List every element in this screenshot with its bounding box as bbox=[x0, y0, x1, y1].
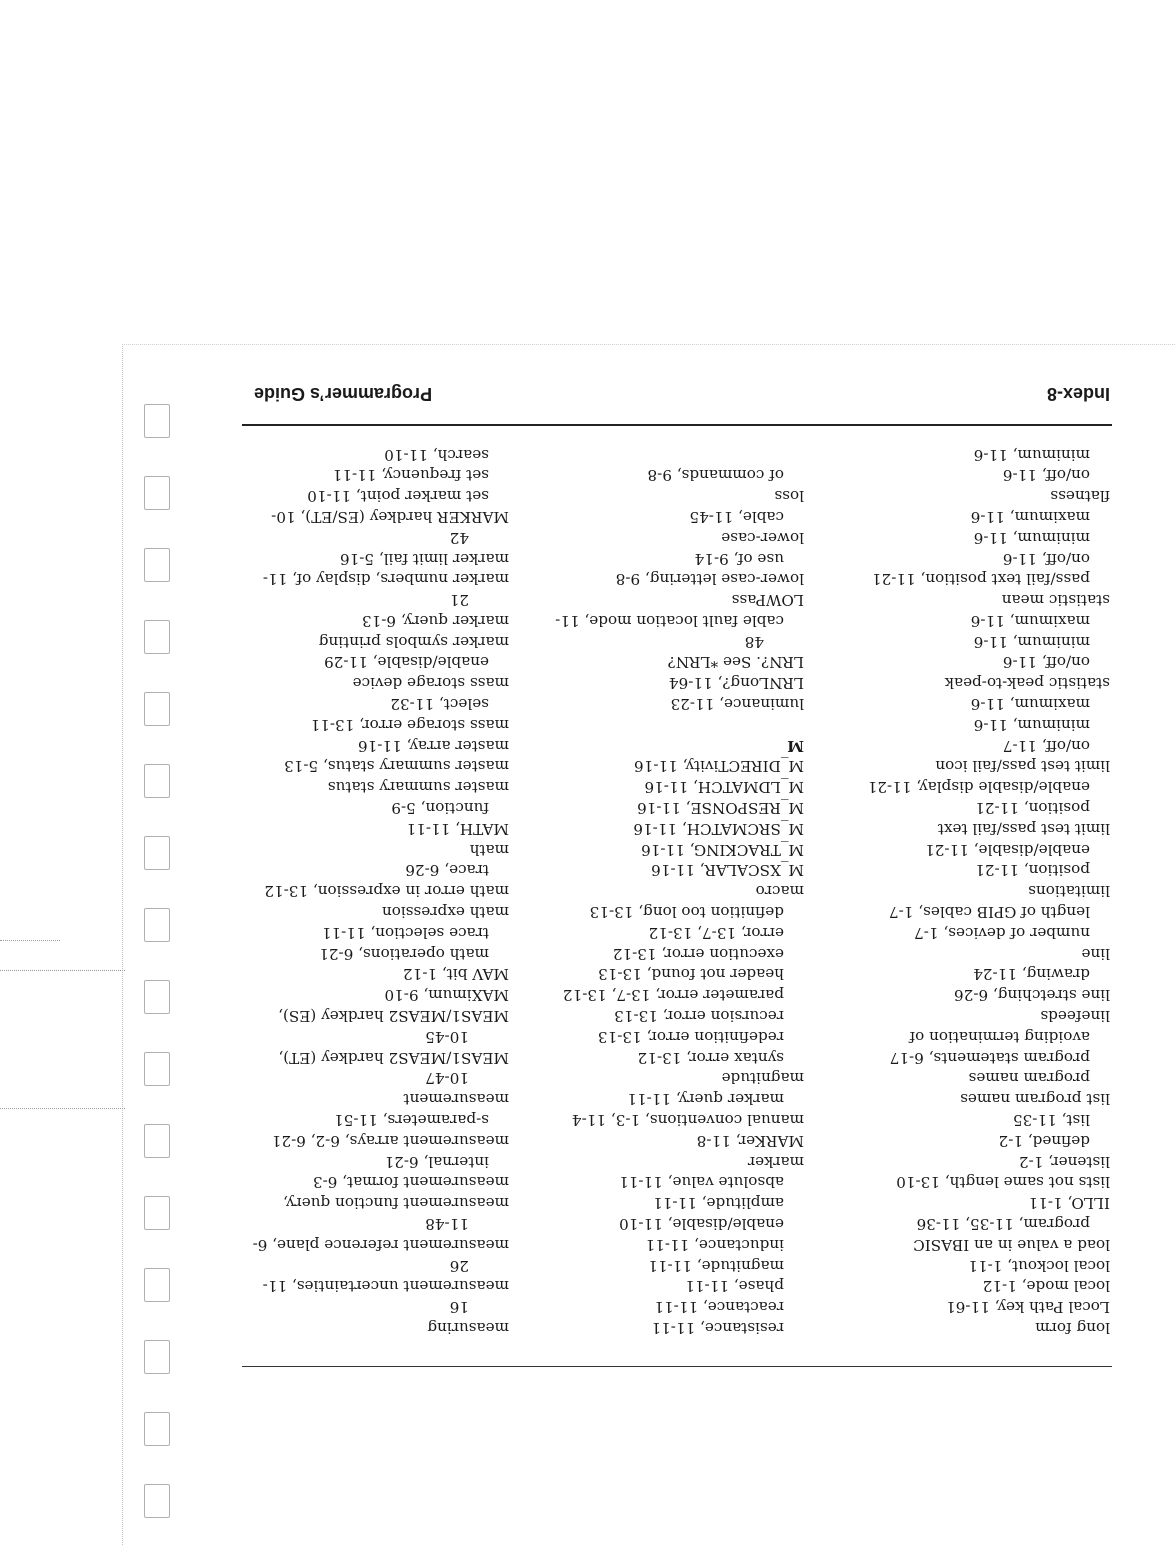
index-entry: trace selection, 11-11 bbox=[321, 923, 489, 942]
index-entry: Local Path key, 11-61 bbox=[946, 1298, 1110, 1317]
index-entry: on/off, 11-6 bbox=[1002, 466, 1090, 485]
index-entry: minimum, 11-6 bbox=[973, 445, 1090, 464]
binder-hole bbox=[144, 1412, 170, 1446]
index-entry: lists not same length, 13-10 bbox=[896, 1173, 1110, 1192]
index-entry: MEAS1/MEAS2 hardkey (ET), bbox=[278, 1048, 509, 1067]
index-entry: measurement arrays, 6-2, 6-21 bbox=[271, 1131, 509, 1150]
index-entry: measurement format, 6-3 bbox=[312, 1173, 509, 1192]
index-entry: ILLO, 1-11 bbox=[1028, 1194, 1110, 1213]
index-entry: trace, 6-26 bbox=[405, 861, 489, 880]
index-entry: math error in expression, 13-12 bbox=[264, 882, 509, 901]
index-entry: M_XSCALAR, 11-16 bbox=[651, 861, 804, 880]
index-entry: MEAS1/MEAS2 hardkey (ES), bbox=[278, 1007, 509, 1026]
index-entry: flatness bbox=[1050, 487, 1110, 506]
index-entry: cable fault location mode, 11- bbox=[555, 611, 784, 630]
index-entry: line bbox=[1081, 944, 1110, 963]
binder-hole bbox=[144, 404, 170, 438]
index-entry: 21 bbox=[449, 591, 469, 610]
index-entry: magnitude, 11-11 bbox=[648, 1256, 784, 1275]
index-entry: math expression bbox=[381, 903, 509, 922]
section-letter: M bbox=[787, 736, 804, 755]
index-page bbox=[242, 372, 1112, 1372]
index-entry: set frequency, 11-11 bbox=[332, 466, 489, 485]
index-entry: master summary status, 5-13 bbox=[284, 757, 509, 776]
index-entry: mass storage device bbox=[352, 674, 509, 693]
index-entry: 10-47 bbox=[425, 1069, 469, 1088]
index-entry: magnitude bbox=[721, 1069, 804, 1088]
crop-line bbox=[0, 1108, 125, 1109]
binder-hole bbox=[144, 1052, 170, 1086]
index-entry: 48 bbox=[744, 632, 764, 651]
index-entry: cable, 11-45 bbox=[689, 507, 784, 526]
binder-hole bbox=[144, 1196, 170, 1230]
index-entry: statistic mean bbox=[1001, 591, 1110, 610]
index-entry: marker bbox=[747, 1152, 804, 1171]
index-entry: loss bbox=[774, 487, 804, 506]
index-entry: LRNLong?, 11-64 bbox=[668, 674, 804, 693]
index-entry: enable/disable, 11-29 bbox=[324, 653, 489, 672]
index-entry: s-parameters, 11-51 bbox=[334, 1111, 489, 1130]
binder-hole bbox=[144, 692, 170, 726]
index-entry: 16 bbox=[449, 1298, 469, 1317]
index-entry: pass/fail text position, 11-21 bbox=[871, 570, 1090, 589]
index-entry: statistic peak-to-peak bbox=[944, 674, 1110, 693]
index-entry: limitations bbox=[1028, 882, 1110, 901]
binder-hole bbox=[144, 476, 170, 510]
index-entry: math operations, 6-21 bbox=[319, 944, 489, 963]
index-entry: resistance, 11-11 bbox=[651, 1319, 784, 1337]
index-entry: load a value in an IBASIC bbox=[913, 1235, 1110, 1254]
binder-hole bbox=[144, 836, 170, 870]
index-entry: marker limit fail, 5-16 bbox=[339, 549, 509, 568]
index-entry: program statements, 6-17 bbox=[889, 1048, 1090, 1067]
index-entry: syntax error, 13-12 bbox=[637, 1048, 784, 1067]
index-entry: measurement function query, bbox=[283, 1194, 509, 1213]
index-entry: master array, 11-16 bbox=[357, 736, 509, 755]
index-entry: measuring bbox=[427, 1319, 509, 1337]
index-entry: list program names bbox=[960, 1090, 1110, 1109]
index-entry: MAXimum, 9-10 bbox=[384, 986, 509, 1005]
top-rule bbox=[242, 1366, 1112, 1367]
index-entry: use of, 9-14 bbox=[694, 549, 784, 568]
index-entry: phase, 11-11 bbox=[685, 1277, 784, 1296]
index-entry: master summary status bbox=[327, 778, 509, 797]
index-entry: of commands, 9-8 bbox=[647, 466, 784, 485]
book-title-header: Programmer’s Guide bbox=[254, 384, 433, 404]
header-rule bbox=[242, 424, 1112, 426]
binder-hole bbox=[144, 908, 170, 942]
index-entry: M_TRACKING, 11-16 bbox=[641, 840, 804, 859]
index-entry: list, 11-35 bbox=[1012, 1111, 1090, 1130]
index-entry: MAV bit, 1-12 bbox=[402, 965, 509, 984]
index-entry: M_RESPONSE, 11-16 bbox=[637, 799, 804, 818]
index-entry: enable/disable, 11-10 bbox=[619, 1215, 784, 1234]
index-entry: amplitude, 11-11 bbox=[653, 1194, 784, 1213]
index-entry: select, 11-32 bbox=[390, 695, 489, 714]
index-entry: manual conventions, 1-3, 11-4 bbox=[571, 1111, 804, 1130]
crop-line bbox=[0, 940, 60, 941]
page-number-header: Index-8 bbox=[1046, 384, 1110, 404]
index-entry: enable/disable display, 11-21 bbox=[867, 778, 1090, 797]
index-entry: definition too long, 13-13 bbox=[589, 903, 784, 922]
index-entry: M_LDMATCH, 11-16 bbox=[644, 778, 804, 797]
binder-hole bbox=[144, 1484, 170, 1518]
index-entry: defined, 1-2 bbox=[998, 1131, 1090, 1150]
index-entry: 42 bbox=[449, 528, 469, 547]
index-entry: lower-case bbox=[721, 528, 804, 547]
index-entry: local mode, 1-12 bbox=[982, 1277, 1110, 1296]
index-entry: absolute value, 11-11 bbox=[619, 1173, 784, 1192]
binder-hole bbox=[144, 1268, 170, 1302]
index-entry: 10-45 bbox=[425, 1027, 469, 1046]
index-entry: search, 11-10 bbox=[384, 445, 489, 464]
index-entry: maximum, 11-6 bbox=[970, 611, 1090, 630]
index-entry: reactance, 11-11 bbox=[654, 1298, 784, 1317]
index-entry: measurement bbox=[403, 1090, 509, 1109]
index-entry: limit test pass/fail icon bbox=[935, 757, 1110, 776]
index-entry: math bbox=[469, 840, 509, 859]
index-entry: internal, 6-21 bbox=[384, 1152, 489, 1171]
index-entry: drawing, 11-24 bbox=[973, 965, 1090, 984]
index-entry: measurement uncertainties, 11- bbox=[262, 1277, 509, 1296]
index-entry: execution error, 13-12 bbox=[612, 944, 784, 963]
index-entry: on/off, 11-6 bbox=[1002, 653, 1090, 672]
index-entry: parameter error, 13-7, 13-12 bbox=[562, 986, 784, 1005]
index-entry: long form bbox=[1035, 1319, 1110, 1337]
index-entry: redefinition error, 13-13 bbox=[597, 1027, 784, 1046]
index-entry: program, 11-35, 11-36 bbox=[916, 1215, 1090, 1234]
index-entry: local lockout, 1-11 bbox=[968, 1256, 1110, 1275]
index-entry: on/off, 11-6 bbox=[1002, 549, 1090, 568]
index-entry: macro bbox=[755, 882, 804, 901]
binder-hole bbox=[144, 764, 170, 798]
binder-hole bbox=[144, 620, 170, 654]
index-entry: listener, 1-2 bbox=[1018, 1152, 1110, 1171]
index-entry: measurement reference plane, 6- bbox=[252, 1235, 509, 1254]
index-entry: linefeeds bbox=[1040, 1007, 1110, 1026]
index-entry: on/off, 11-7 bbox=[1002, 736, 1090, 755]
binder-hole bbox=[144, 548, 170, 582]
index-entry: minimum, 11-6 bbox=[973, 528, 1090, 547]
index-entry: number of devices, 1-7 bbox=[914, 923, 1090, 942]
index-entry: marker symbols printing bbox=[318, 632, 509, 651]
index-column-3 bbox=[253, 444, 509, 1338]
index-entry: minimum, 11-6 bbox=[973, 632, 1090, 651]
crop-line bbox=[0, 970, 125, 971]
index-entry: header not found, 13-13 bbox=[598, 965, 784, 984]
index-entry: MARKer, 11-8 bbox=[696, 1131, 804, 1150]
index-entry bbox=[555, 714, 804, 735]
index-entry: M_DIRECTivity, 11-16 bbox=[634, 757, 804, 776]
index-entry: function, 5-9 bbox=[391, 799, 489, 818]
index-entry: recursion error, 13-13 bbox=[614, 1007, 784, 1026]
index-entry: minimum, 11-6 bbox=[973, 715, 1090, 734]
index-entry: marker numbers, display of, 11- bbox=[262, 570, 509, 589]
index-entry: error, 13-7, 13-12 bbox=[648, 923, 784, 942]
index-entry: MATH, 11-11 bbox=[406, 819, 509, 838]
index-entry: luminance, 11-23 bbox=[670, 695, 804, 714]
index-entry: position, 11-21 bbox=[975, 861, 1090, 880]
index-column-1 bbox=[868, 444, 1110, 1338]
index-entry: MARKER hardkey (ES/ET), 10- bbox=[271, 507, 509, 526]
index-entry: length of GPIB cables, 1-7 bbox=[888, 903, 1090, 922]
index-column-2 bbox=[555, 465, 804, 1338]
index-entry: inductance, 11-11 bbox=[645, 1235, 784, 1254]
index-entry: set marker point, 11-10 bbox=[307, 487, 489, 506]
index-entry: lower-case lettering, 9-8 bbox=[615, 570, 804, 589]
index-entry: LRN?. See *LRN? bbox=[667, 653, 804, 672]
index-entry: avoiding termination of bbox=[909, 1027, 1090, 1046]
index-entry: maximum, 11-6 bbox=[970, 695, 1090, 714]
index-entry: program names bbox=[968, 1069, 1090, 1088]
index-entry: position, 11-21 bbox=[975, 799, 1090, 818]
index-entry: 11-48 bbox=[425, 1215, 469, 1234]
index-entry: marker query, 11-11 bbox=[627, 1090, 784, 1109]
binder-hole bbox=[144, 980, 170, 1014]
index-entry: M_SRCMATCH, 11-16 bbox=[633, 819, 804, 838]
index-entry: enable/disable, 11-21 bbox=[925, 840, 1090, 859]
index-entry: 26 bbox=[449, 1256, 469, 1275]
binder-hole bbox=[144, 1340, 170, 1374]
index-entry: line stretching, 6-26 bbox=[954, 986, 1110, 1005]
index-entry: maximum, 11-6 bbox=[970, 507, 1090, 526]
binder-hole bbox=[144, 1124, 170, 1158]
index-entry: mass storage error, 13-11 bbox=[310, 715, 509, 734]
index-entry: limit test pass/fail text bbox=[937, 819, 1110, 838]
index-entry: marker query, 6-13 bbox=[361, 611, 509, 630]
index-entry: LOWPass bbox=[731, 591, 804, 610]
